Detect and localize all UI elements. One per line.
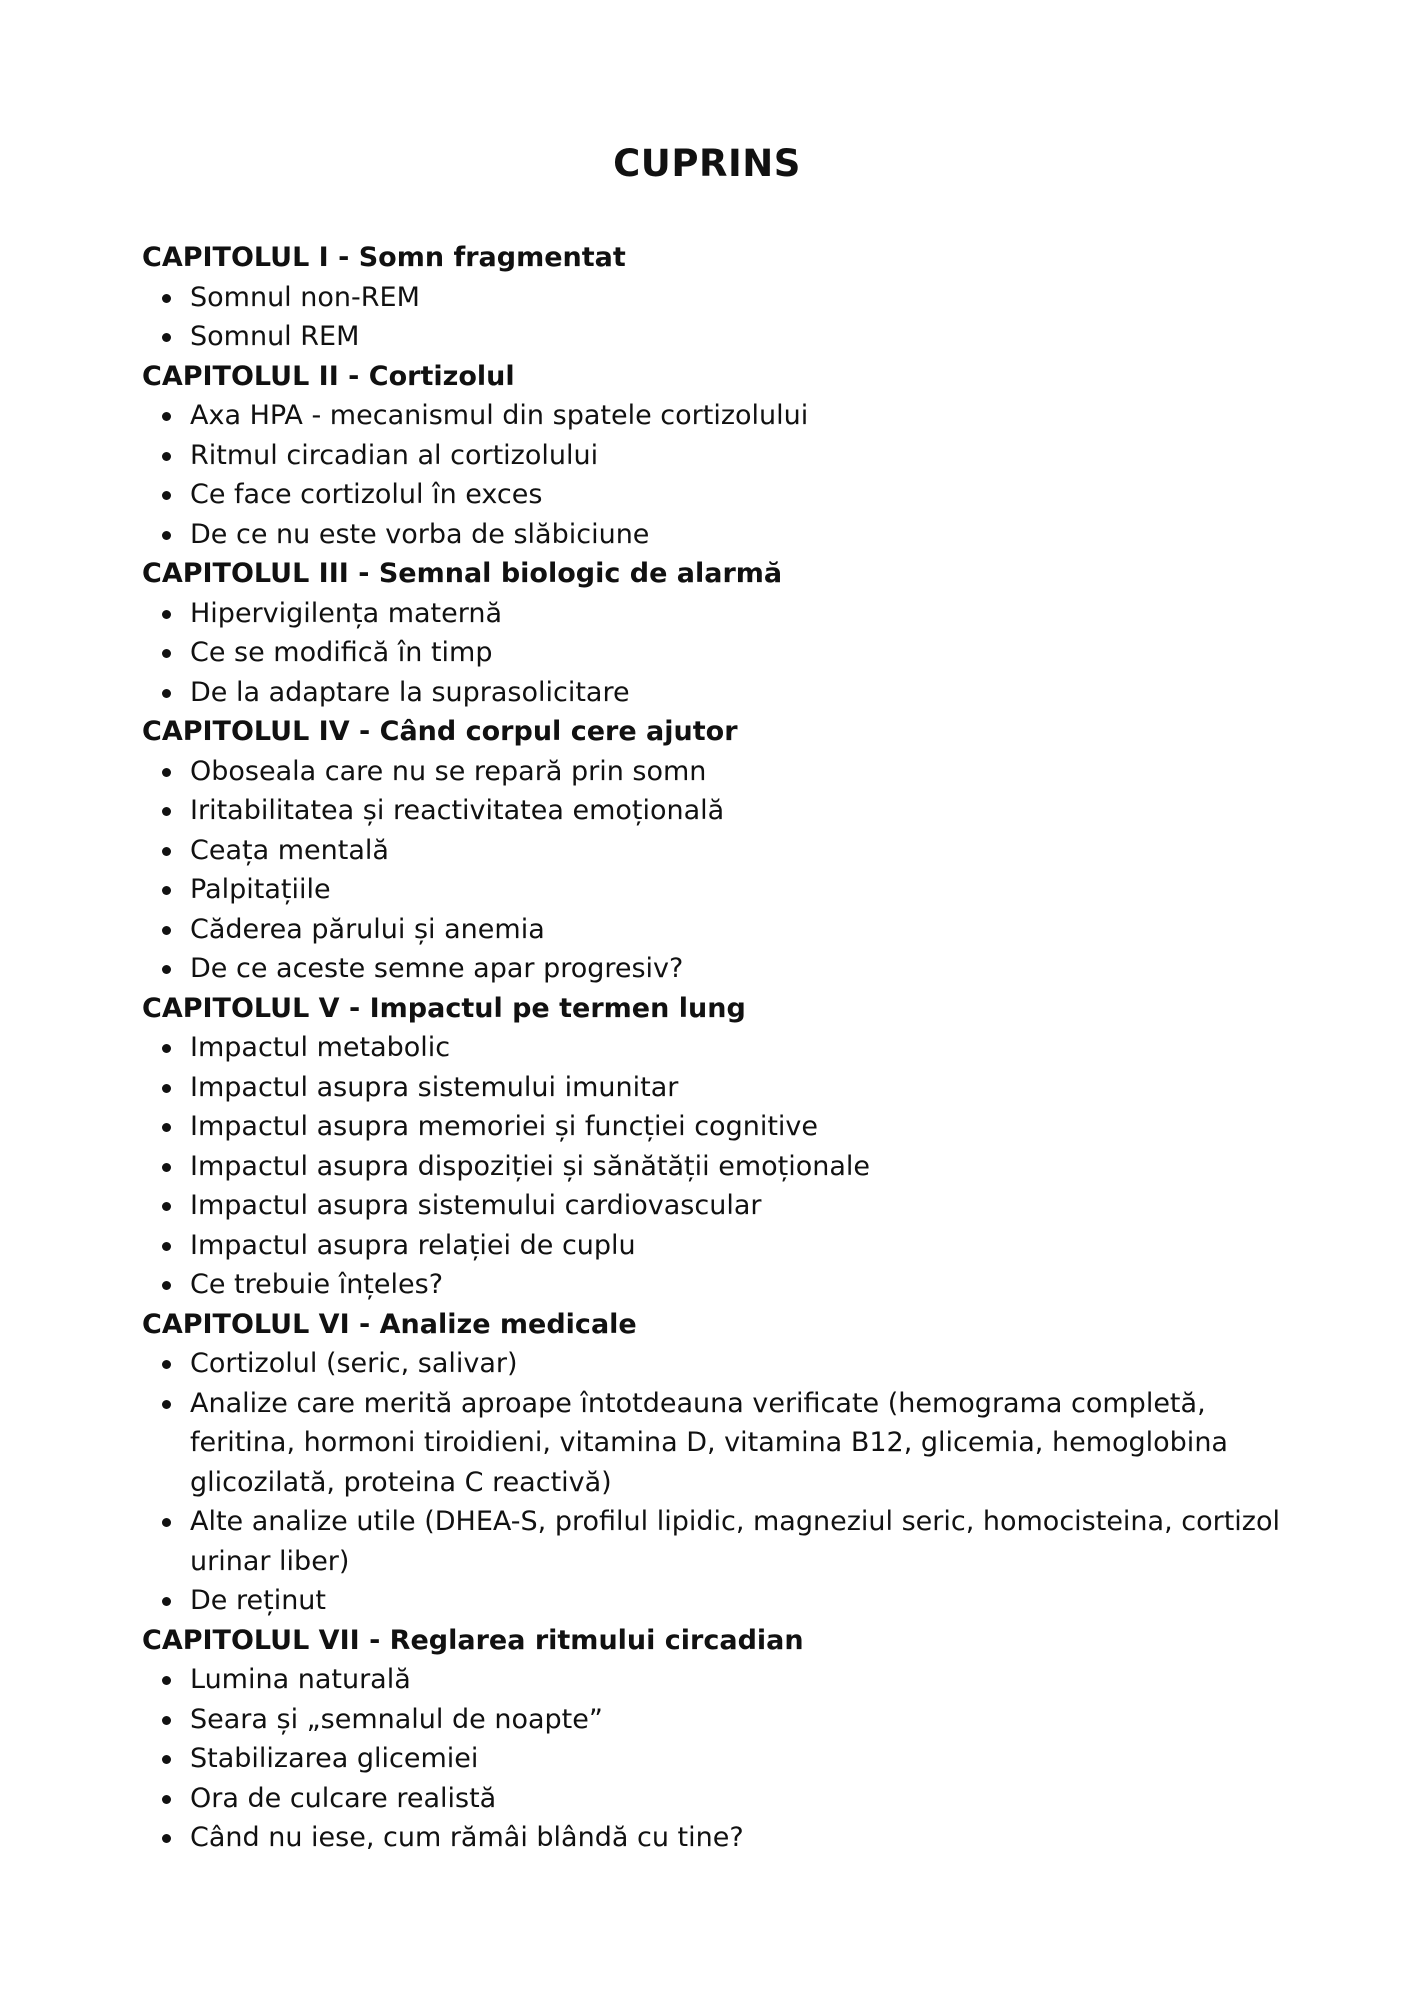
list-item <box>142 1700 1282 1740</box>
bullet-icon <box>162 491 171 500</box>
list-item-text: Impactul asupra dispoziției și sănătății emoționale <box>190 1150 871 1182</box>
bullet-icon <box>162 531 171 540</box>
list-item <box>142 1818 1282 1858</box>
bullet-icon <box>162 1044 171 1053</box>
chapter-section <box>142 357 1282 555</box>
list-item-text: Iritabilitatea și reactivitatea emoțională <box>190 795 725 826</box>
list-item <box>142 1660 1282 1700</box>
list-item <box>142 1068 1282 1108</box>
list-item <box>142 1107 1282 1147</box>
bullet-icon <box>162 1123 171 1132</box>
list-item-text: Seara și „semnalul de noapte” <box>190 1703 603 1735</box>
list-item <box>142 1226 1282 1266</box>
chapter-items-list <box>142 1660 1282 1858</box>
chapter-section <box>142 989 1282 1305</box>
bullet-icon <box>162 1834 171 1843</box>
list-item <box>142 949 1282 989</box>
list-item <box>142 1502 1282 1581</box>
list-item <box>142 1186 1282 1226</box>
list-item <box>142 1147 1282 1187</box>
list-item-text: Impactul metabolic <box>190 1032 451 1063</box>
list-item-text: Stabilizarea glicemiei <box>190 1743 479 1774</box>
list-item-text: Somnul REM <box>190 321 360 352</box>
bullet-icon <box>162 1795 171 1804</box>
list-item-text: Cortizolul (seric, salivar) <box>190 1348 518 1379</box>
chapter-items-list <box>142 594 1282 713</box>
chapter-section <box>142 1305 1282 1621</box>
list-item <box>142 1028 1282 1068</box>
list-item-text: Ce face cortizolul în exces <box>190 479 543 510</box>
list-item <box>142 1384 1282 1503</box>
list-item-text: Impactul asupra sistemului cardiovascular <box>190 1190 762 1221</box>
list-item <box>142 594 1282 634</box>
bullet-icon <box>162 1676 171 1685</box>
list-item-text: Somnul non-REM <box>190 281 420 313</box>
list-item-text: Palpitațiile <box>190 874 331 905</box>
chapter-items-list <box>142 1028 1282 1305</box>
list-item-text: De ce nu este vorba de slăbiciune <box>190 518 650 550</box>
chapter-items-list <box>142 396 1282 554</box>
bullet-icon <box>162 452 171 461</box>
list-item <box>142 1779 1282 1819</box>
list-item-text: Căderea părului și anemia <box>190 913 545 945</box>
chapter-section <box>142 238 1282 357</box>
list-item-text: Impactul asupra sistemului imunitar <box>190 1071 679 1103</box>
bullet-icon <box>162 1360 171 1369</box>
bullet-icon <box>162 649 171 658</box>
list-item-text: De la adaptare la suprasolicitare <box>190 676 630 708</box>
list-item <box>142 870 1282 910</box>
list-item <box>142 791 1282 831</box>
chapter-heading: CAPITOLUL I - Somn fragmentat <box>142 242 626 273</box>
chapter-items-list <box>142 752 1282 989</box>
bullet-icon <box>162 333 171 342</box>
list-item <box>142 752 1282 792</box>
list-item <box>142 831 1282 871</box>
list-item-text: Analize care merită aproape întotdeauna verificate (hemograma completă, feritina, hormoni tiroidieni, vitamina D, vitamina B12, glicemia, hemoglobina glicozilată, proteina C reactivă) <box>190 1387 1228 1498</box>
list-item-text: Alte analize utile (DHEA-S, profilul lipidic, magneziul seric, homocisteina, cortizol urinar liber) <box>190 1506 1280 1577</box>
bullet-icon <box>162 1400 171 1409</box>
bullet-icon <box>162 689 171 698</box>
list-item <box>142 673 1282 713</box>
bullet-icon <box>162 926 171 935</box>
bullet-icon <box>162 1755 171 1764</box>
bullet-icon <box>162 1597 171 1606</box>
bullet-icon <box>162 610 171 619</box>
list-item <box>142 317 1282 357</box>
bullet-icon <box>162 965 171 974</box>
bullet-icon <box>162 886 171 895</box>
list-item-text: Când nu iese, cum rămâi blândă cu tine? <box>190 1822 744 1853</box>
list-item-text: Oboseala care nu se repară prin somn <box>190 755 707 787</box>
list-item-text: Ce trebuie înțeles? <box>190 1269 444 1300</box>
table-of-contents <box>142 238 1282 1858</box>
bullet-icon <box>162 1202 171 1211</box>
chapter-heading: CAPITOLUL VII - Reglarea ritmului circadian <box>142 1624 804 1656</box>
list-item <box>142 396 1282 436</box>
bullet-icon <box>162 1163 171 1172</box>
bullet-icon <box>162 807 171 816</box>
bullet-icon <box>162 1716 171 1725</box>
list-item <box>142 515 1282 555</box>
chapter-section <box>142 554 1282 712</box>
list-item <box>142 1581 1282 1621</box>
list-item-text: Ritmul circadian al cortizolului <box>190 439 599 471</box>
chapter-section <box>142 712 1282 989</box>
list-item <box>142 1265 1282 1305</box>
list-item-text: De ce aceste semne apar progresiv? <box>190 953 684 984</box>
chapter-items-list <box>142 1344 1282 1621</box>
list-item-text: Impactul asupra relației de cuplu <box>190 1229 636 1261</box>
chapter-heading: CAPITOLUL IV - Când corpul cere ajutor <box>142 716 738 747</box>
chapter-section <box>142 1621 1282 1858</box>
bullet-icon <box>162 1242 171 1251</box>
list-item-text: Hipervigilența maternă <box>190 597 503 629</box>
list-item <box>142 278 1282 318</box>
bullet-icon <box>162 768 171 777</box>
list-item-text: Axa HPA - mecanismul din spatele cortizolului <box>190 400 809 431</box>
list-item-text: De reținut <box>190 1585 327 1616</box>
bullet-icon <box>162 1084 171 1093</box>
bullet-icon <box>162 1281 171 1290</box>
chapter-items-list <box>142 278 1282 357</box>
list-item-text: Ce se modifică în timp <box>190 637 493 668</box>
list-item <box>142 436 1282 476</box>
bullet-icon <box>162 847 171 856</box>
chapter-heading: CAPITOLUL II - Cortizolul <box>142 360 515 392</box>
list-item <box>142 475 1282 515</box>
list-item-text: Impactul asupra memoriei și funcției cognitive <box>190 1111 819 1142</box>
list-item <box>142 910 1282 950</box>
bullet-icon <box>162 1518 171 1527</box>
chapter-heading: CAPITOLUL III - Semnal biologic de alarmă <box>142 558 783 589</box>
list-item-text: Ora de culcare realistă <box>190 1782 497 1814</box>
list-item <box>142 1739 1282 1779</box>
bullet-icon <box>162 412 171 421</box>
list-item-text: Ceața mentală <box>190 834 389 866</box>
bullet-icon <box>162 294 171 303</box>
chapter-heading: CAPITOLUL VI - Analize medicale <box>142 1308 637 1340</box>
list-item <box>142 1344 1282 1384</box>
page-title: CUPRINS <box>613 142 801 185</box>
list-item-text: Lumina naturală <box>190 1664 411 1695</box>
chapter-heading: CAPITOLUL V - Impactul pe termen lung <box>142 992 746 1024</box>
list-item <box>142 633 1282 673</box>
